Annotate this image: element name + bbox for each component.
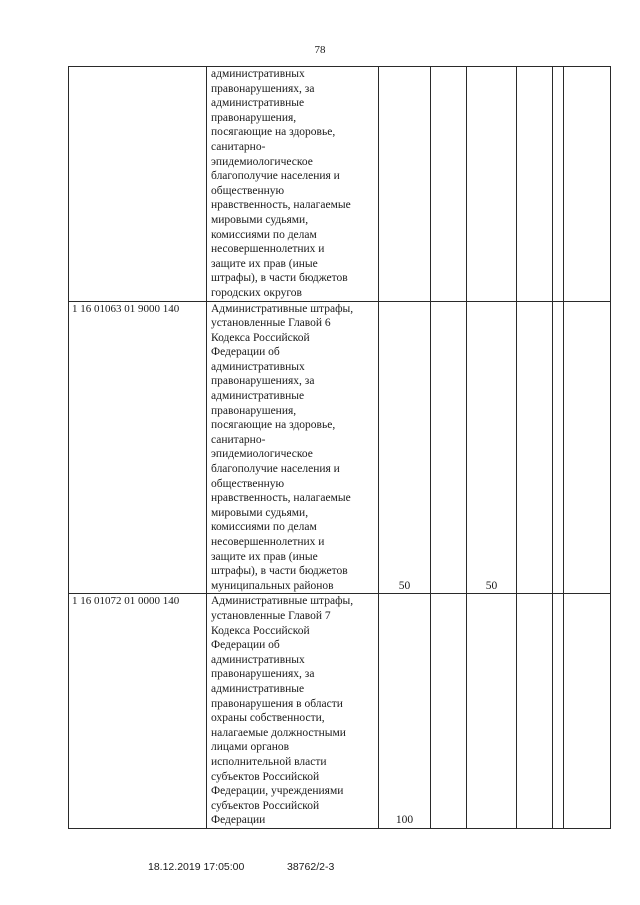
revenue-name-line: правонарушения в области [211, 697, 343, 710]
budget-code-cell [69, 67, 207, 302]
revenue-name-line: эпидемиологическое [211, 155, 313, 168]
revenue-name-line: административные [211, 682, 305, 695]
revenue-name-line: административных [211, 68, 305, 80]
revenue-name-line: несовершеннолетних и [211, 536, 325, 548]
revenue-name-line: субъектов Российской [211, 799, 320, 812]
revenue-name-line: эпидемиологическое [211, 448, 313, 461]
revenue-name-line: налагаемые должностными [211, 726, 346, 739]
amount-cell-5 [553, 301, 564, 594]
budget-code-cell: 1 16 01072 01 0000 140 [69, 594, 207, 829]
revenue-name-line: установленные Главой 6 [211, 317, 331, 330]
amount-cell-1 [379, 67, 431, 302]
budget-code-cell: 1 16 01063 01 9000 140 [69, 301, 207, 594]
revenue-name-line: правонарушения, [211, 111, 297, 124]
revenue-name-line: нравственность, налагаемые [211, 199, 351, 212]
revenue-name-line: Федерации об [211, 346, 280, 359]
revenue-name-line: несовершеннолетних и [211, 243, 325, 256]
revenue-name-line: субъектов Российской [211, 770, 320, 783]
revenue-name-line: Федерации, учреждениями [211, 785, 344, 798]
revenue-name-line: правонарушениях, за [211, 82, 315, 95]
revenue-name-line: санитарно- [211, 140, 266, 153]
revenue-name-line: административные [211, 97, 305, 110]
amount-cell-2 [431, 67, 467, 302]
revenue-name-line: Административные штрафы, [211, 595, 354, 608]
amount-cell-3 [467, 594, 517, 829]
revenue-name-line: Кодекса Российской [211, 331, 310, 344]
revenue-name-line: комиссиями по делам [211, 521, 317, 534]
amount-cell-5 [553, 594, 564, 829]
revenue-name-line: Кодекса Российской [211, 624, 310, 637]
revenue-name-line: установленные Главой 7 [211, 609, 331, 622]
amount-cell-2 [431, 594, 467, 829]
table-row [69, 67, 611, 302]
amount-cell-4 [517, 301, 553, 594]
amount-cell-5 [553, 67, 564, 302]
table-body [69, 67, 611, 829]
amount-cell-3 [467, 67, 517, 302]
revenue-name-line: городских округов [211, 286, 302, 299]
revenue-name-line: общественную [211, 477, 285, 490]
revenue-name-line: защите их прав (иные [211, 257, 318, 270]
revenue-name-line: общественную [211, 184, 285, 197]
revenue-name-line: административных [211, 360, 305, 373]
revenue-name-line: лицами органов [211, 741, 290, 754]
revenue-name-line: исполнительной власти [211, 755, 327, 768]
revenue-name-line: комиссиями по делам [211, 228, 317, 241]
revenue-name-line: Федерации [211, 814, 266, 827]
budget-table [68, 66, 611, 829]
amount-cell-2 [431, 301, 467, 594]
revenue-name-line: санитарно- [211, 433, 266, 446]
amount-cell-3: 50 [467, 301, 517, 594]
revenue-name-line: благополучие населения и [211, 463, 340, 476]
revenue-name-line: нравственность, налагаемые [211, 492, 351, 505]
amount-cell-6 [564, 301, 611, 594]
revenue-name-line: посягающие на здоровье, [211, 419, 336, 432]
footer-doc-number: 38762/2-3 [287, 861, 335, 873]
amount-cell-6 [564, 594, 611, 829]
revenue-name-line: посягающие на здоровье, [211, 126, 336, 139]
revenue-name-line: Федерации об [211, 639, 280, 652]
revenue-name-line: правонарушениях, за [211, 375, 315, 388]
revenue-name-line: охраны собственности, [211, 712, 325, 725]
revenue-name-line: правонарушения, [211, 404, 297, 417]
revenue-name-cell [207, 67, 379, 302]
table-row [69, 301, 611, 594]
amount-cell-6 [564, 67, 611, 302]
table-row [69, 594, 611, 829]
amount-cell-1: 50 [379, 301, 431, 594]
page-number: 78 [314, 44, 326, 56]
revenue-name-line: административных [211, 653, 305, 666]
revenue-name-cell [207, 594, 379, 829]
revenue-name-line: мировыми судьями, [211, 506, 309, 519]
revenue-name-line: защите их прав (иные [211, 550, 318, 563]
revenue-name-line: благополучие населения и [211, 170, 340, 183]
revenue-name-line: мировыми судьями, [211, 213, 309, 226]
revenue-name-cell [207, 301, 379, 594]
amount-cell-4 [517, 594, 553, 829]
footer-datetime: 18.12.2019 17:05:00 [148, 861, 245, 873]
amount-cell-4 [517, 67, 553, 302]
revenue-name-line: правонарушениях, за [211, 668, 315, 681]
revenue-name-line: Административные штрафы, [211, 302, 354, 315]
revenue-name-line: муниципальных районов [211, 579, 334, 592]
amount-cell-1: 100 [379, 594, 431, 829]
revenue-name-line: штрафы), в части бюджетов [211, 272, 348, 285]
revenue-name-line: штрафы), в части бюджетов [211, 565, 348, 578]
revenue-name-line: административные [211, 390, 305, 403]
